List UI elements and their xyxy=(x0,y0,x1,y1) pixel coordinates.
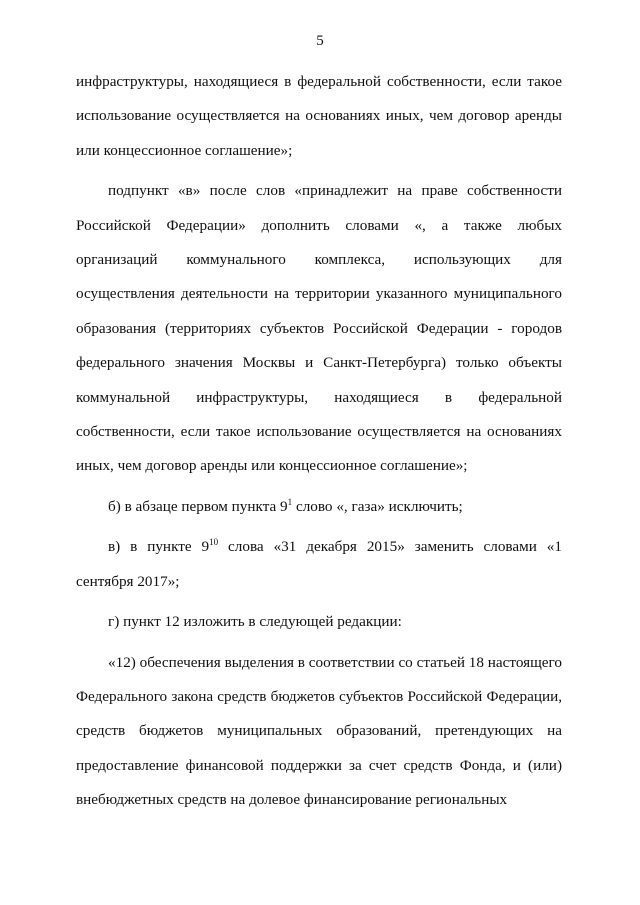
superscript-10: 10 xyxy=(209,537,219,548)
paragraph-item-b xyxy=(76,490,562,524)
paragraph-item-v xyxy=(76,530,562,599)
paragraph-item-b-text-end: слово «, газа» исключить; xyxy=(292,497,463,515)
paragraph-subpoint-v: подпункт «в» после слов «принадлежит на праве собственности Российской Федерации» дополнить словами «, а также любых организаций коммунального комплекса, использующих для осуществления деятельности на территории указанного муниципального образования (территориях субъектов Российской Федерации - городов федерального значения Москвы и Санкт-Петербурга) только объекты коммунальной инфраструктуры, находящиеся в федеральной собственности, если такое использование осуществляется на основаниях иных, чем договор аренды или концессионное соглашение»; xyxy=(76,182,562,475)
superscript-1: 1 xyxy=(287,496,293,507)
paragraph-item-g: г) пункт 12 изложить в следующей редакции: xyxy=(108,613,402,631)
paragraph-point-12: «12) обеспечения выделения в соответствии со статьей 18 настоящего Федерального закона средств бюджетов субъектов Российской Федерации, средств бюджетов муниципальных образований, претендующих на предоставление финансовой поддержки за счет средств Фонда, и (или) внебюджетных средств на долевое финансирование региональных xyxy=(76,653,562,809)
paragraph-continuation: инфраструктуры, находящиеся в федеральной собственности, если такое использование осуществляется на основаниях иных, чем договор аренды или концессионное соглашение»; xyxy=(76,73,562,159)
paragraph-item-b-text: б) в абзаце первом пункта 9 xyxy=(108,497,288,515)
paragraph-item-v-text: в) в пункте 9 xyxy=(108,538,210,556)
paragraph-item-v-text-end: слова «31 декабря 2015» заменить словами «1 сентября 2017»; xyxy=(76,538,562,590)
document-body xyxy=(76,65,562,824)
page-number: 5 xyxy=(316,33,324,49)
